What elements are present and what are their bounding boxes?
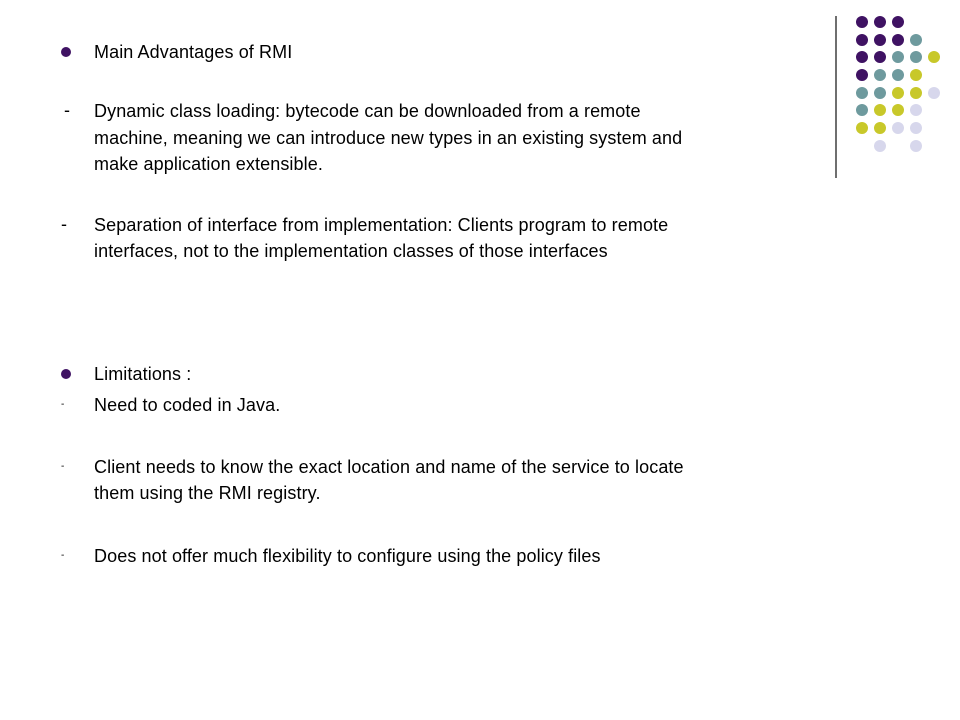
dot-purple (874, 16, 886, 28)
dot-lavender (874, 140, 886, 152)
dot-lavender (910, 122, 922, 134)
dot-olive (874, 104, 886, 116)
dot-purple (892, 34, 904, 46)
dot-purple (856, 51, 868, 63)
dot-teal (874, 69, 886, 81)
dot-teal (874, 87, 886, 99)
limitation-2-line-1: Client needs to know the exact location and name of the service to locate (94, 457, 684, 477)
advantages-heading: Main Advantages of RMI (94, 42, 293, 62)
dot-lavender (928, 87, 940, 99)
dot-olive (892, 104, 904, 116)
dot-olive (856, 122, 868, 134)
bullet-icon (61, 369, 71, 379)
dot-purple (856, 69, 868, 81)
dot-teal (856, 87, 868, 99)
dash-marker: - (64, 100, 70, 120)
dot-teal (892, 51, 904, 63)
advantage-2-line-2: interfaces, not to the implementation classes of those interfaces (94, 241, 608, 261)
dot-purple (856, 16, 868, 28)
dot-olive (910, 87, 922, 99)
dot-teal (910, 34, 922, 46)
dot-teal (856, 104, 868, 116)
dash-marker: - (61, 550, 65, 561)
dot-teal (910, 51, 922, 63)
limitation-3: Does not offer much flexibility to configure using the policy files (94, 546, 601, 566)
advantage-1-line-3: make application extensible. (94, 154, 323, 174)
advantage-2-line-1: Separation of interface from implementation: Clients program to remote (94, 215, 669, 235)
dash-marker: - (61, 461, 65, 472)
dot-lavender (910, 104, 922, 116)
dot-olive (892, 87, 904, 99)
dot-teal (892, 69, 904, 81)
limitations-heading: Limitations : (94, 364, 192, 384)
limitation-1: Need to coded in Java. (94, 395, 281, 415)
dot-purple (874, 51, 886, 63)
advantage-1-line-1: Dynamic class loading: bytecode can be downloaded from a remote (94, 101, 641, 121)
dot-lavender (910, 140, 922, 152)
dash-marker: - (61, 214, 67, 234)
dot-purple (856, 34, 868, 46)
limitation-2-line-2: them using the RMI registry. (94, 483, 321, 503)
dash-marker: - (61, 399, 65, 410)
dot-olive (874, 122, 886, 134)
dot-purple (874, 34, 886, 46)
dot-lavender (892, 122, 904, 134)
dot-olive (928, 51, 940, 63)
bullet-icon (61, 47, 71, 57)
dot-olive (910, 69, 922, 81)
vertical-divider (835, 16, 837, 178)
advantage-1-line-2: machine, meaning we can introduce new types in an existing system and (94, 128, 683, 148)
dot-purple (892, 16, 904, 28)
